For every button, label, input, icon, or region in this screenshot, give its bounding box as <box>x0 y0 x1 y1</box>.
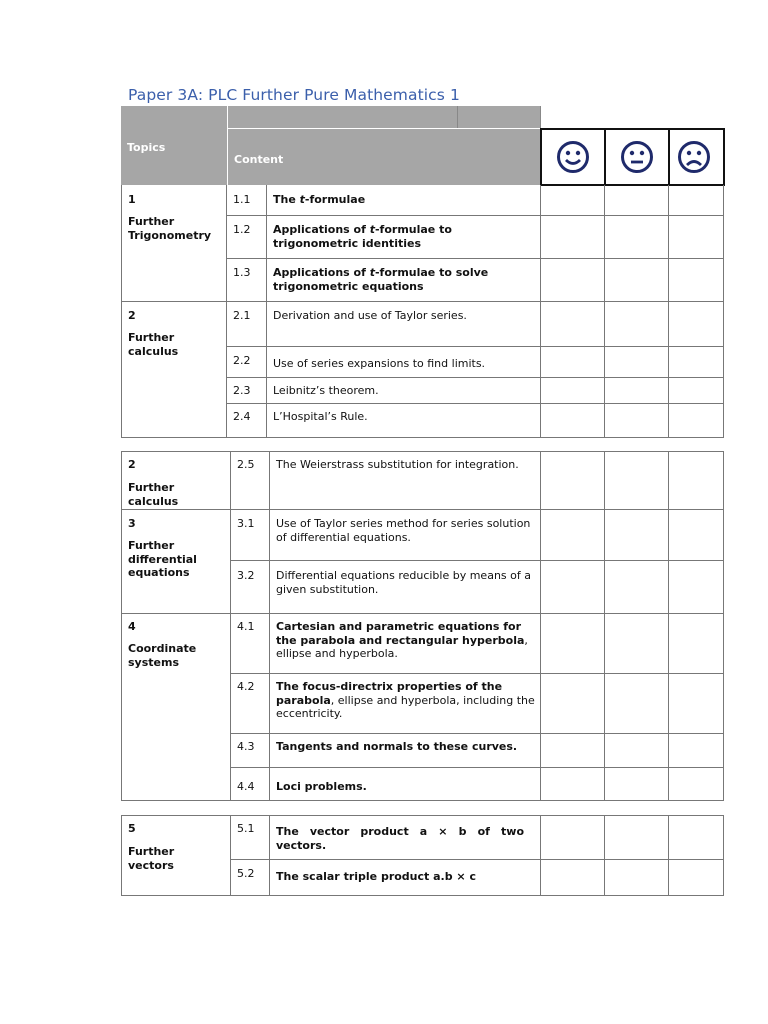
row-code: 1.3 <box>233 266 251 279</box>
row-code: 2.5 <box>237 458 255 471</box>
content-header-cell <box>227 128 541 185</box>
row-content: Loci problems. <box>276 780 367 793</box>
topic-name: Further calculus <box>128 331 179 358</box>
row-content: The scalar triple product a.b × c <box>276 870 476 883</box>
smiley-face-icon <box>557 141 589 173</box>
topics-header-label: Topics <box>127 141 166 154</box>
row-code: 1.1 <box>233 193 251 206</box>
row-code: 4.4 <box>237 780 255 793</box>
row-code: 5.2 <box>237 867 255 880</box>
row-content: Applications of t-formulae to solve trigonometric equations <box>273 266 489 293</box>
row-content: Use of Taylor series method for series solution of differential equations. <box>276 517 531 544</box>
row-code: 4.1 <box>237 620 255 633</box>
topic-name: Further calculus <box>128 481 179 508</box>
row-content: The Weierstrass substitution for integration. <box>276 458 519 471</box>
row-content: L’Hospital’s Rule. <box>273 410 368 423</box>
row-content: The vector product a × b of two vectors. <box>276 825 524 852</box>
row-code: 2.4 <box>233 410 251 423</box>
topic-number: 4 <box>128 620 136 633</box>
topics-header-cell <box>121 106 227 185</box>
topic-number: 1 <box>128 193 136 206</box>
topic-number: 2 <box>128 458 136 471</box>
row-content: Tangents and normals to these curves. <box>276 740 518 753</box>
row-content: Differential equations reducible by means of a given substitution. <box>276 569 531 596</box>
header-top-band <box>227 106 541 128</box>
row-code: 1.2 <box>233 223 251 236</box>
content-header-label: Content <box>234 153 284 166</box>
row-code: 2.2 <box>233 354 251 367</box>
topic-name: Further Trigonometry <box>128 215 212 242</box>
topic-name: Further differential equations <box>128 539 197 579</box>
page-title: Paper 3A: PLC Further Pure Mathematics 1 <box>128 86 460 104</box>
row-content: The t-formulae <box>273 193 366 206</box>
row-content: Derivation and use of Taylor series. <box>273 309 467 322</box>
row-code: 5.1 <box>237 822 255 835</box>
row-code: 3.2 <box>237 569 255 582</box>
row-content: Applications of t-formulae to trigonometric identities <box>273 223 452 250</box>
neutral-face-icon <box>621 141 653 173</box>
row-code: 2.3 <box>233 384 251 397</box>
row-content: The focus-directrix properties of the parabola, ellipse and hyperbola, including the eccentricity. <box>276 680 535 720</box>
row-code: 2.1 <box>233 309 251 322</box>
row-code: 4.2 <box>237 680 255 693</box>
row-content: Cartesian and parametric equations for the parabola and rectangular hyperbola, ellipse and hyperbola. <box>276 620 528 660</box>
row-code: 4.3 <box>237 740 255 753</box>
topic-number: 2 <box>128 309 136 322</box>
topic-name: Coordinate systems <box>128 642 197 669</box>
topic-number: 3 <box>128 517 136 530</box>
row-content: Use of series expansions to find limits. <box>273 357 486 370</box>
sad-face-icon <box>678 141 710 173</box>
row-code: 3.1 <box>237 517 255 530</box>
topic-number: 5 <box>128 822 136 835</box>
row-content: Leibnitz’s theorem. <box>273 384 379 397</box>
topic-name: Further vectors <box>128 845 175 872</box>
